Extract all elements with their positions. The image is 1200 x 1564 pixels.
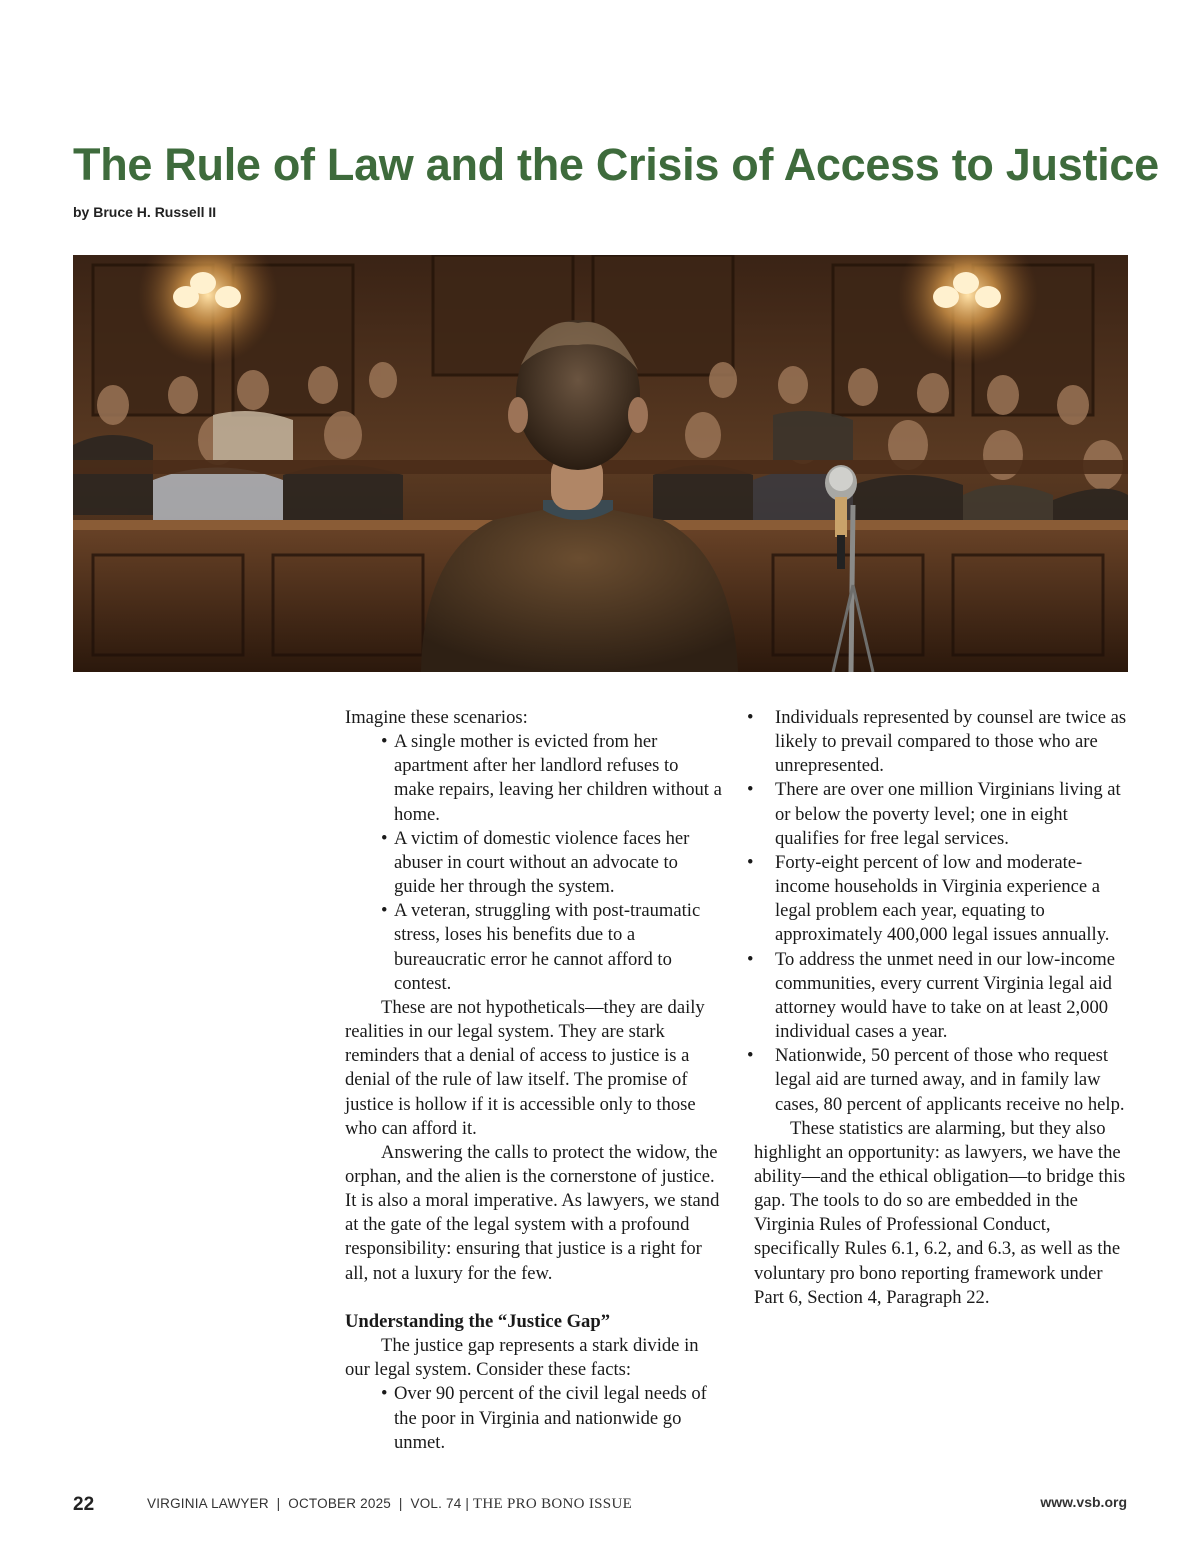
list-item: • A victim of domestic violence faces her abuser in court without an advocate to guide her through the system. [381, 827, 690, 898]
bullet-icon: • [747, 707, 754, 728]
bullet-icon: • [747, 948, 754, 970]
bullet-icon: • [381, 900, 388, 922]
courtroom-photo [73, 255, 1128, 672]
column-right [747, 706, 1130, 1310]
magazine-footer [147, 1496, 632, 1513]
facts-list-continued [726, 706, 1130, 1117]
article-title: The Rule of Law and the Crisis of Access to Justice [73, 139, 1159, 190]
list-item: • Individuals represented by counsel are twice as likely to prevail compared to those who are unrepresented. [747, 707, 1127, 777]
website-link[interactable]: www.vsb.org [1040, 1494, 1127, 1510]
bullet-icon: • [747, 851, 754, 873]
list-item: • A veteran, struggling with post-traumatic stress, loses his benefits due to a bureaucratic error he cannot afford to contest. [381, 900, 701, 994]
list-item: • Nationwide, 50 percent of those who request legal aid are turned away, and in family law cases, 80 percent of applicants receive no help. [747, 1045, 1125, 1115]
bullet-icon: • [381, 1383, 388, 1405]
byline: by Bruce H. Russell II [73, 204, 217, 220]
magazine-info: VIRGINIA LAWYER | OCTOBER 2025 | VOL. 74 | [147, 1496, 470, 1511]
intro-text: Imagine these scenarios: [345, 707, 528, 728]
facts-list [345, 1382, 723, 1454]
paragraph: These are not hypotheticals—they are daily realities in our legal system. They are stark reminders that a denial of access to justice is a denial of the rule of law itself. The promise of justice is hollow if it is accessible only to those who can afford it. [345, 996, 705, 1139]
bullet-icon: • [747, 1045, 754, 1067]
scenario-list [345, 730, 723, 996]
bullet-icon: • [381, 731, 388, 753]
list-item: • Over 90 percent of the civil legal needs of the poor in Virginia and nationwide go unmet. [381, 1383, 707, 1453]
list-item: • A single mother is evicted from her apartment after her landlord refuses to make repairs, leaving her children without a home. [381, 731, 722, 825]
bullet-icon: • [381, 827, 388, 849]
paragraph: Answering the calls to protect the widow, the orphan, and the alien is the cornerstone of justice. It is also a moral imperative. As lawyers, we stand at the gate of the legal system with a profound responsibility: ensuring that justice is a right for all, not a luxury for the few. [345, 1141, 720, 1284]
page-number: 22 [73, 1494, 95, 1515]
issue-name: THE PRO BONO ISSUE [469, 1496, 633, 1512]
section-heading: Understanding the “Justice Gap” [345, 1310, 610, 1332]
bullet-icon: • [747, 779, 754, 801]
list-item: • To address the unmet need in our low-income communities, every current Virginia legal aid attorney would have to take on at least 2,000 individual cases a year. [747, 948, 1116, 1043]
list-item: • Forty-eight percent of low and moderate-income households in Virginia experience a legal problem each year, equating to approximately 400,000 legal issues annually. [747, 851, 1110, 946]
list-item: • There are over one million Virginians living at or below the poverty level; one in eight qualifies for free legal services. [747, 779, 1121, 849]
column-left [345, 706, 723, 1455]
paragraph: These statistics are alarming, but they also highlight an opportunity: as lawyers, we have the ability—and the ethical obligation—to bridge this gap. The tools to do so are embedded in the Virginia Rules of Professional Conduct, specifically Rules 6.1, 6.2, and 6.3, as well as the voluntary pro bono reporting framework under Part 6, Section 4, Paragraph 22. [754, 1117, 1126, 1308]
paragraph: The justice gap represents a stark divide in our legal system. Consider these facts: [345, 1335, 699, 1381]
